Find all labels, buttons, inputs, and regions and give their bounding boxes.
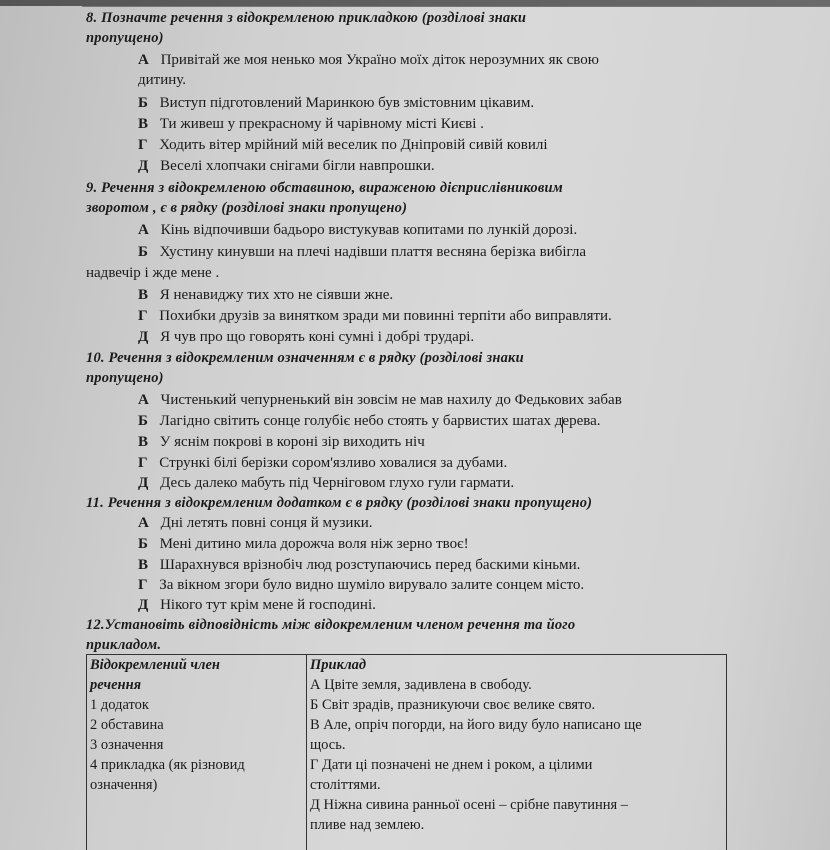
member-item: 4 прикладка (як різновид [90, 757, 245, 773]
table-left-column [87, 655, 307, 850]
question-8-title [86, 8, 746, 48]
question-11-option-h [138, 575, 584, 595]
example-item: А Цвіте земля, задивлена в свободу. [310, 677, 532, 693]
question-11-option-a [138, 513, 373, 533]
option-text: Виступ підготовлений Маринкою був змістовним цікавим. [159, 95, 535, 111]
question-8-option-h [138, 135, 548, 155]
option-key: Д [138, 597, 149, 613]
table-row [87, 655, 727, 850]
question-9-option-d [138, 327, 474, 347]
example-item: пливе над землею. [310, 817, 425, 833]
example-item: щось. [310, 737, 346, 753]
option-text: Лагідно світить сонце голубіє небо стоять у барвистих шатах дерева. [159, 413, 601, 429]
question-10-title-line: 10. Речення з відокремленим означенням є в рядку (розділові знаки [86, 350, 524, 366]
option-text: Ти живеш у прекрасному й чарівному місті Києві . [159, 116, 484, 132]
text-cursor-icon [562, 417, 571, 433]
column-header: речення [90, 677, 142, 693]
option-text: Мені дитино мила дорожча воля ніж зерно твоє! [159, 536, 469, 552]
option-text: надвечір і жде мене . [86, 265, 220, 281]
question-12-title-line: прикладом. [86, 637, 162, 653]
example-item: Г Дати ці позначені не днем і роком, а цілими [310, 757, 593, 773]
question-8-option-d [138, 156, 435, 176]
option-key: А [138, 392, 149, 408]
option-text: дитину. [138, 72, 187, 88]
example-item: В Але, опріч погорди, на його виду було написано ще [310, 717, 642, 733]
table-right-column [307, 655, 727, 850]
question-9-option-b [138, 242, 586, 262]
question-10-option-b [138, 411, 601, 431]
option-text: Похибки друзів за винятком зради ми повинні терпіти або виправляти. [159, 308, 612, 324]
question-11-title [86, 493, 746, 513]
question-11-option-b [138, 534, 469, 554]
question-9-option-a [138, 220, 577, 240]
option-text: Веселі хлопчаки снігами бігли навпрошки. [160, 158, 435, 174]
option-key: Б [138, 536, 148, 552]
option-text: Я ненавиджу тих хто не сіявши жне. [159, 287, 394, 303]
question-10-option-a [138, 390, 622, 410]
question-9-title [86, 178, 746, 218]
question-10-option-d [138, 473, 514, 493]
option-text: Шарахнувся врізнобіч люд розступаючись перед баскими кіньми. [159, 557, 581, 573]
question-12-title-line: 12.Установіть відповідність між відокремленим членом речення та його [86, 617, 576, 633]
option-text: Стрункі білі берізки сором'язливо ховалися за дубами. [159, 455, 508, 471]
question-11-option-d [138, 595, 376, 615]
option-text: Я чув про що говорять коні сумні і добрі трударі. [160, 329, 475, 345]
example-item: Д Ніжна сивина ранньої осені – срібне павутиння – [310, 797, 629, 813]
question-8-title-line: 8. Позначте речення з відокремленою прикладкою (розділові знаки [86, 10, 527, 26]
option-key: Д [138, 475, 149, 491]
option-key: Г [138, 137, 148, 153]
top-divider [82, 6, 830, 7]
member-item: 1 додаток [90, 697, 149, 713]
option-key: Д [138, 158, 149, 174]
option-text: Ходить вітер мрійний мій веселик по Дніпровій сивій ковилі [159, 137, 548, 153]
option-key: В [138, 116, 149, 132]
option-key: А [138, 52, 149, 68]
question-8-option-b [138, 93, 534, 113]
option-key: Г [138, 308, 148, 324]
option-key: Б [138, 244, 148, 260]
question-10-option-h [138, 453, 507, 473]
question-8-option-a [138, 50, 599, 70]
option-text: Нікого тут крім мене й господині. [160, 597, 376, 613]
question-10-title [86, 348, 746, 388]
option-text: У яснім покрові в короні зір виходить ніч [159, 434, 425, 450]
member-item: 3 означення [90, 737, 164, 753]
option-key: Г [138, 577, 148, 593]
option-text: Дні летять повні сонця й музики. [160, 515, 373, 531]
question-9-title-line: зворотом , є в рядку (розділові знаки пропущено) [86, 200, 408, 216]
member-item: означення) [90, 777, 158, 793]
option-text: За вікном згори було видно шуміло вирувало залите сонцем місто. [159, 577, 585, 593]
member-item: 2 обставина [90, 717, 164, 733]
option-key: А [138, 222, 149, 238]
question-11-option-v [138, 555, 580, 575]
question-12-title [86, 615, 746, 655]
option-text: Кінь відпочивши бадьоро вистукував копитами по лункій дорозі. [160, 222, 578, 238]
column-header: Приклад [310, 657, 367, 673]
question-8-title-line: пропущено) [86, 30, 164, 46]
question-9-option-h [138, 306, 612, 326]
question-9-option-b-cont [86, 263, 219, 283]
question-10-title-line: пропущено) [86, 370, 164, 386]
option-key: Г [138, 455, 148, 471]
question-11-title-line: 11. Речення з відокремленим додатком є в рядку (розділові знаки пропущено) [86, 495, 593, 511]
option-key: А [138, 515, 149, 531]
question-9-title-line: 9. Речення з відокремленою обставиною, вираженою дієприслівниковим [86, 180, 563, 196]
option-text: Десь далеко мабуть під Черніговом глухо гули гармати. [160, 475, 515, 491]
question-10-option-v [138, 432, 425, 452]
option-key: В [138, 557, 149, 573]
option-text: Чистенький чепурненький він зовсім не мав нахилу до Федькових забав [160, 392, 622, 408]
option-key: Д [138, 329, 149, 345]
option-key: Б [138, 413, 148, 429]
column-header: Відокремлений член [90, 657, 220, 673]
question-9-option-v [138, 285, 393, 305]
question-8-option-v [138, 114, 484, 134]
option-key: В [138, 287, 149, 303]
option-key: В [138, 434, 149, 450]
option-key: Б [138, 95, 148, 111]
question-8-option-a-cont [138, 70, 186, 90]
example-item: століттями. [310, 777, 381, 793]
option-text: Хустину кинувши на плечі надівши плаття весняна берізка вибігла [159, 244, 587, 260]
example-item: Б Світ зрадів, празникуючи своє велике свято. [310, 697, 596, 713]
option-text: Привітай же моя ненько моя Україно моїх діток нерозумних як свою [160, 52, 599, 68]
matching-table [86, 654, 727, 850]
